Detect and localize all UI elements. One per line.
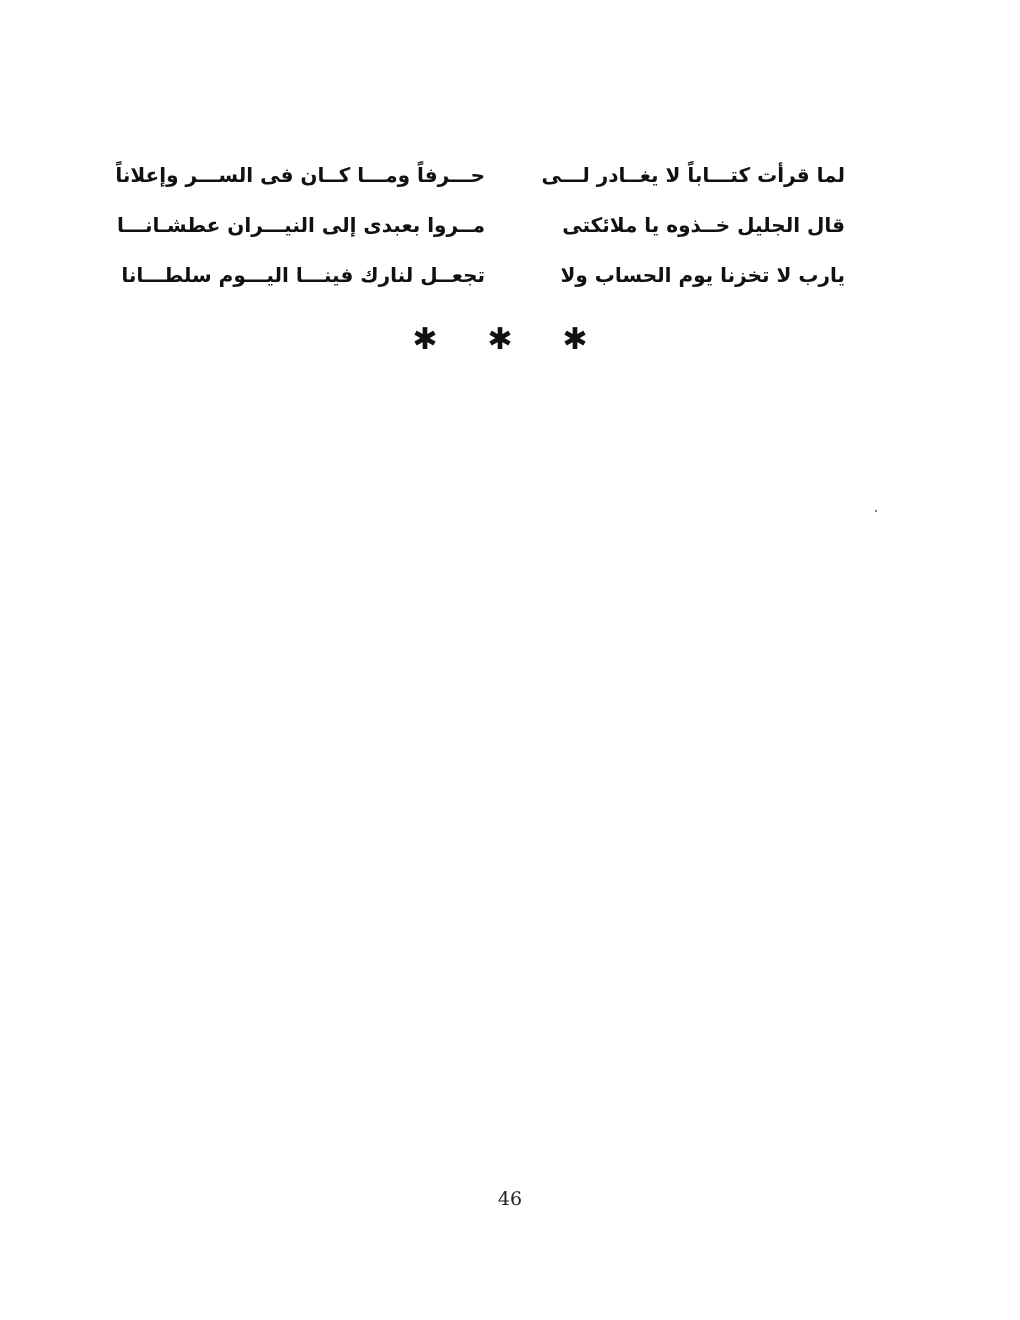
page-number: 46 — [497, 1188, 523, 1210]
verse-2-first-hemistich: قال الجليل خــذوه يا ملائكتى — [562, 213, 845, 237]
scan-speck — [875, 510, 877, 512]
verse-3-second-hemistich: تجعــل لنارك فينـــا اليـــوم سلطـــانا — [121, 263, 485, 287]
verse-2-second-hemistich: مــروا بعبدى إلى النيـــران عطشـانـــا — [116, 213, 485, 237]
asterisk-icon: ✱ — [412, 322, 438, 357]
poem — [115, 150, 845, 300]
verse-1-first-hemistich: لما قرأت كتـــاباً لا يغــادر لـــى — [541, 163, 845, 187]
section-separator — [410, 322, 590, 357]
verse-2 — [116, 200, 845, 250]
asterisk-icon: ✱ — [562, 322, 588, 357]
verse-1 — [115, 150, 845, 200]
asterisk-icon: ✱ — [487, 322, 513, 357]
verse-3-first-hemistich: يارب لا تخزنا يوم الحساب ولا — [560, 263, 845, 287]
verse-3 — [121, 250, 845, 300]
verse-1-second-hemistich: حـــرفاً ومـــا كــان فى الســـر وإعلاناً — [115, 163, 485, 187]
